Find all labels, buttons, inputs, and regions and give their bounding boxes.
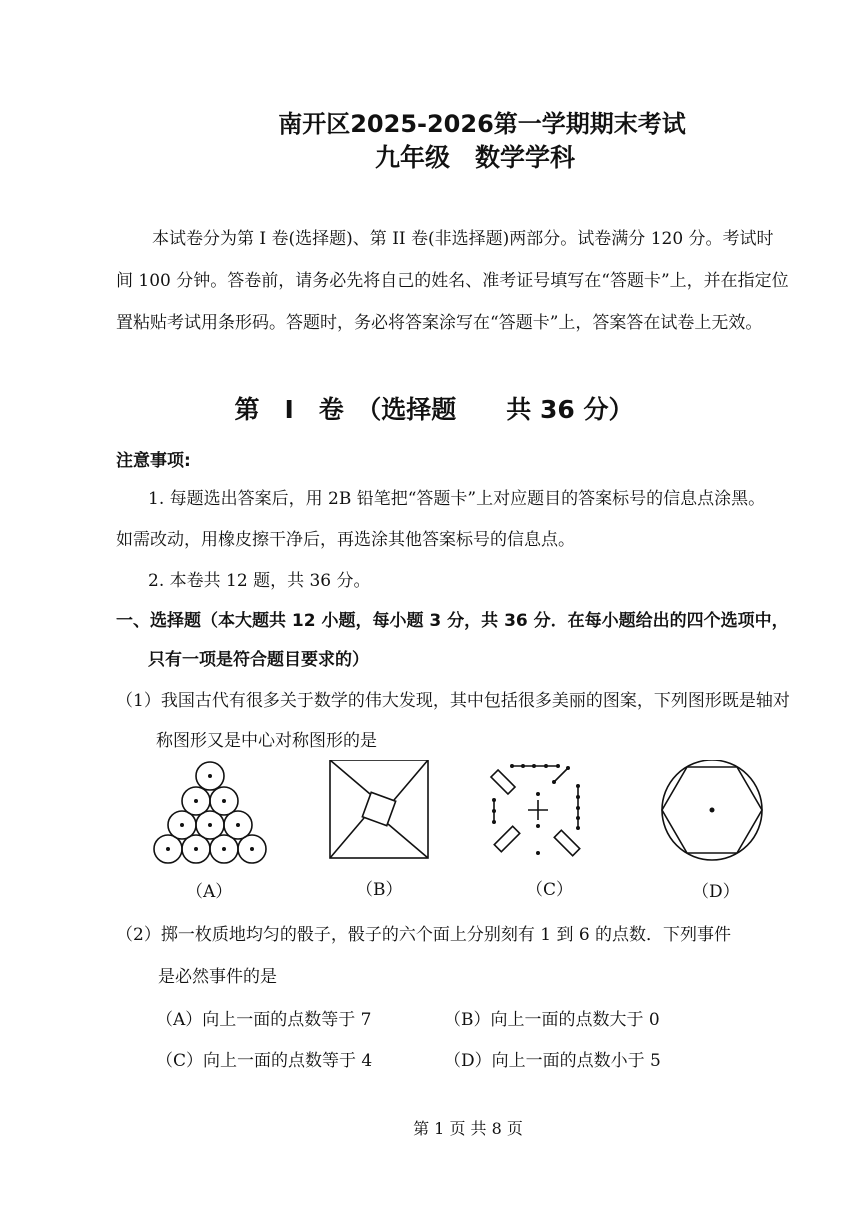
figure-b-pinwheel-square	[330, 760, 428, 858]
notes-item-1-line-1: 1. 每题选出答案后，用 2B 铅笔把“答题卡”上对应题目的答案标号的信息点涂黑。	[148, 489, 766, 509]
q2-stem-line-1: （2）掷一枚质地均匀的骰子，骰子的六个面上分别刻有 1 到 6 的点数．下列事件	[116, 925, 732, 945]
q1-label-c: （C）	[526, 880, 574, 900]
q1-label-a: （A）	[186, 882, 233, 902]
page-footer: 第 1 页 共 8 页	[413, 1119, 523, 1138]
notes-item-2: 2. 本卷共 12 题，共 36 分。	[148, 571, 371, 591]
intro-line-2: 间 100 分钟。答卷前，请务必先将自己的姓名、准考证号填写在“答题卡”上，并在指定位	[116, 271, 789, 291]
q1-stem-line-2: 称图形又是中心对称图形的是	[156, 731, 377, 751]
intro-line-1: 本试卷分为第 I 卷(选择题)、第 II 卷(非选择题)两部分。试卷满分 120 分。考试时	[152, 229, 774, 249]
q1-stem-line-1: （1）我国古代有很多关于数学的伟大发现，其中包括很多美丽的图案，下列图形既是轴对	[116, 691, 790, 711]
q2-option-d: （D）向上一面的点数小于 5	[444, 1051, 661, 1071]
q1-label-d: （D）	[692, 882, 740, 902]
q2-stem-line-2: 是必然事件的是	[158, 967, 277, 987]
notes-item-1-line-2: 如需改动，用橡皮擦干净后，再选涂其他答案标号的信息点。	[116, 530, 575, 550]
intro-paragraph	[116, 218, 821, 344]
q1-figures	[150, 760, 790, 870]
q2-option-b: （B）向上一面的点数大于 0	[444, 1010, 660, 1030]
q2-option-c: （C）向上一面的点数等于 4	[156, 1051, 373, 1071]
figure-a-circle-triangle	[154, 762, 266, 863]
figure-c-dot-pattern	[491, 764, 580, 856]
exam-title: 南开区2025-2026第一学期期末考试	[278, 110, 686, 138]
intro-line-3: 置粘贴考试用条形码。答题时，务必将答案涂写在“答题卡”上，答案答在试卷上无效。	[116, 313, 763, 333]
section-title: 第 I 卷 （选择题 共 36 分）	[234, 395, 634, 424]
figure-d-circle-hexagon	[662, 760, 762, 860]
part1-heading-line-2: 只有一项是符合题目要求的）	[148, 650, 369, 670]
q1-label-b: （B）	[356, 880, 403, 900]
exam-subtitle: 九年级 数学学科	[374, 143, 575, 172]
notes-heading: 注意事项:	[116, 451, 191, 471]
q2-option-a: （A）向上一面的点数等于 7	[156, 1010, 372, 1030]
part1-heading-line-1: 一、选择题（本大题共 12 小题，每小题 3 分，共 36 分．在每小题给出的四个选项中，	[116, 611, 789, 631]
